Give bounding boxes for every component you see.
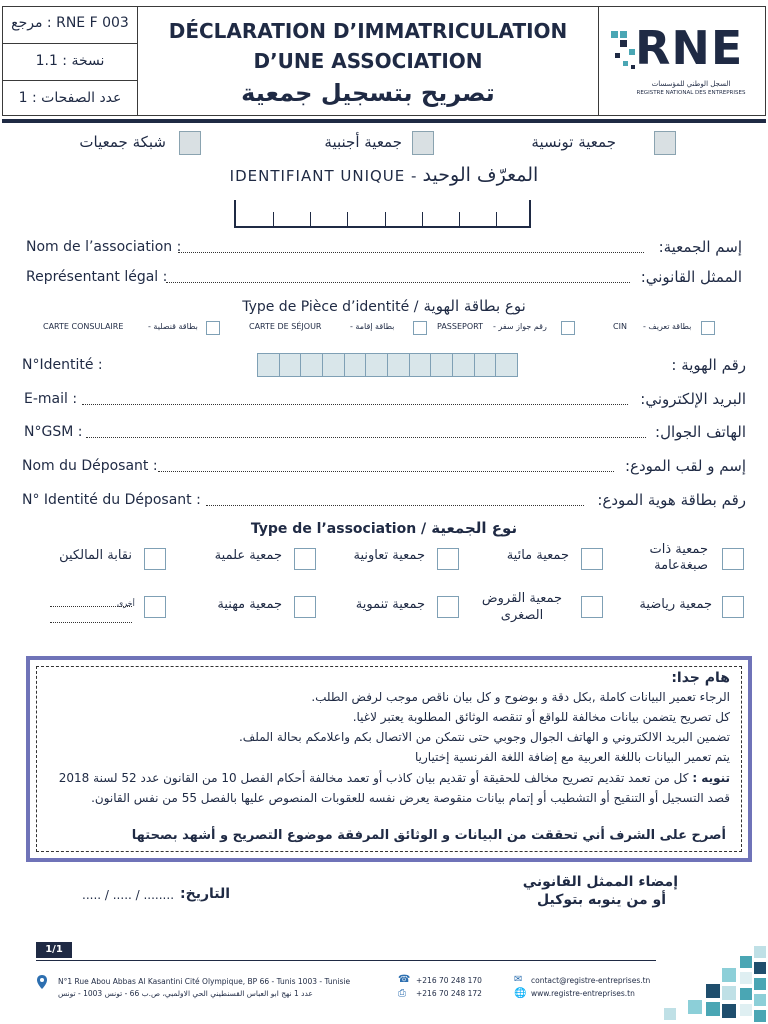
field-legal-rep[interactable] [0, 268, 768, 290]
type-development-checkbox[interactable] [437, 596, 459, 618]
piece-passport-label-ar: رقم جواز سفر - [493, 322, 547, 331]
type-coop-label: جمعية تعاونية [353, 548, 425, 563]
identifiant-box-divider [347, 212, 348, 226]
type-development-label: جمعية تنموية [355, 597, 425, 612]
logo-box [598, 6, 766, 116]
identite-digit-box[interactable] [452, 353, 475, 377]
type-other-input[interactable] [50, 606, 132, 607]
piece-cin-label-fr: CIN [613, 322, 627, 331]
identite-digit-box[interactable] [322, 353, 345, 377]
field-identite[interactable] [0, 352, 768, 378]
type-row-1 [0, 542, 768, 578]
identite-digit-box[interactable] [474, 353, 497, 377]
notice-line-4: يتم تعمير البيانات باللغة العربية مع إضافة اللغة الفرنسية إختياريا [415, 750, 730, 764]
origin-foreign-checkbox[interactable] [412, 131, 434, 155]
type-professional-label: جمعية مهنية [217, 597, 282, 612]
warning-label: تنويه : [692, 771, 730, 785]
type-professional-checkbox[interactable] [294, 596, 316, 618]
type-microcredit-checkbox[interactable] [581, 596, 603, 618]
notice-warning [50, 768, 730, 808]
globe-icon: 🌐 [514, 988, 527, 999]
type-sport-checkbox[interactable] [722, 596, 744, 618]
type-association-title [0, 518, 768, 540]
identifiant-title [0, 164, 768, 190]
signature-line1: إمضاء الممثل القانوني [522, 874, 678, 890]
web-link[interactable]: www.registre-entreprises.tn [531, 989, 635, 998]
type-scientific-checkbox[interactable] [294, 548, 316, 570]
piece-title-ar: نوع بطاقة الهوية [423, 297, 526, 315]
date-label: التاريخ: [180, 886, 231, 902]
email-link[interactable]: contact@registre-entreprises.tn [531, 976, 651, 985]
title-fr-line2: D’UNE ASSOCIATION [253, 49, 483, 73]
title-box [138, 6, 598, 116]
field-gsm[interactable] [0, 423, 768, 445]
title-ar: تصريح بتسجيل جمعية [241, 79, 495, 107]
identifiant-label-fr: IDENTIFIANT UNIQUE - [229, 167, 418, 185]
type-sport-label: جمعية رياضية [639, 597, 712, 612]
field-deposant-id[interactable] [0, 491, 768, 513]
identifiant-box-divider [273, 212, 274, 226]
decorative-mosaic-icon [662, 946, 768, 1024]
piece-consulaire-label-fr: CARTE CONSULAIRE [43, 322, 124, 331]
mail-icon: ✉ [514, 974, 523, 985]
identite-digit-box[interactable] [409, 353, 432, 377]
identite-digit-box[interactable] [344, 353, 367, 377]
warning-text: كل من تعمد تقديم تصريح مخالف للحقيقة أو تقديم بيان كاذب أو تعمد مخالفة أحكام الفصل 10 من القانون عدد 52 لسنة 2018 قصد التسجيل أو التنقيح أو التشطيب أو إتمام بيانات منقوصة يعرض نفسه للعقوبات المنصوص عليها بالفصل 55 من نفس القانون. [58, 771, 730, 805]
deposant-name-label-fr: Nom du Déposant : [22, 458, 158, 474]
origin-network-label: شبكة جمعيات [79, 133, 166, 151]
identifiant-boxes[interactable] [234, 200, 531, 228]
identifiant-box-divider [459, 212, 460, 226]
legal-rep-label-fr: Représentant légal : [26, 269, 168, 285]
type-owners-checkbox[interactable] [144, 548, 166, 570]
identifiant-box-divider [310, 212, 311, 226]
type-general-checkbox[interactable] [722, 548, 744, 570]
type-coop-checkbox[interactable] [437, 548, 459, 570]
notice-line-2: كل تصريح يتضمن بيانات مخالفة للواقع أو تنقصه الوثائق المطلوبة يعتبر لاغيا. [352, 710, 730, 724]
type-owners-label: نقابة المالكين [59, 548, 132, 563]
legal-rep-label-ar: الممثل القانوني: [640, 268, 742, 286]
page-indicator: 1/1 [36, 942, 72, 958]
logo-sub-fr: REGISTRE NATIONAL DES ENTREPRISES [636, 90, 746, 96]
type-scientific-label: جمعية علمية [214, 548, 282, 563]
type-row-2 [0, 590, 768, 628]
type-other-checkbox[interactable] [144, 596, 166, 618]
date-value[interactable]: ..... / ..... / ........ [82, 888, 175, 902]
identite-label-ar: رقم الهوية : [671, 356, 746, 374]
type-other-label: أخرى [117, 599, 135, 608]
notice-line-3: تضمين البريد الالكتروني و الهاتف الجوال وجوبي حتى نتمكن من الاتصال بكم واعلامكم بحالة الملف. [238, 730, 730, 744]
type-title-ar: نوع الجمعية [431, 519, 518, 537]
piece-cin-checkbox[interactable] [701, 321, 715, 335]
piece-consulaire-label-ar: بطاقة قنصلية - [148, 322, 198, 331]
piece-options [0, 318, 768, 338]
gsm-label-fr: N°GSM : [24, 424, 83, 440]
type-title-fr: Type de l’association / [250, 521, 427, 537]
field-association-name[interactable] [0, 238, 768, 260]
piece-passport-checkbox[interactable] [561, 321, 575, 335]
piece-consulaire-checkbox[interactable] [206, 321, 220, 335]
pages-label: عدد الصفحات : 1 [18, 90, 122, 106]
footer [0, 936, 768, 1024]
identite-digit-box[interactable] [495, 353, 518, 377]
identite-digit-box[interactable] [300, 353, 323, 377]
ref-label: RNE F 003 : مرجع [11, 15, 129, 31]
identite-label-fr: N°Identité : [22, 357, 103, 373]
logo-sub-ar: السجل الوطني للمؤسسات [651, 80, 731, 88]
origin-foreign-label: جمعية أجنبية [324, 133, 402, 151]
association-name-label-ar: إسم الجمعية: [658, 238, 742, 256]
identite-digit-box[interactable] [387, 353, 410, 377]
type-microcredit-label: جمعية القروض الصغرى [481, 591, 563, 623]
origin-tunisian-checkbox[interactable] [654, 131, 676, 155]
identite-digit-box[interactable] [279, 353, 302, 377]
piece-cin-label-ar: بطاقة تعريف - [643, 322, 692, 331]
phone-icon: ☎ [398, 974, 411, 985]
identite-digit-box[interactable] [257, 353, 280, 377]
header [0, 6, 768, 124]
email-label-ar: البريد الإلكتروني: [640, 390, 746, 408]
identite-boxes[interactable] [257, 353, 517, 377]
piece-sejour-label-ar: بطاقة إقامة - [350, 322, 395, 331]
notice-title: هام جدا: [671, 670, 730, 686]
type-water-label: جمعية مائية [506, 548, 569, 563]
piece-title-fr: Type de Pièce d’identité / [242, 299, 419, 315]
title-fr-line1: DÉCLARATION D’IMMATRICULATION [168, 19, 568, 43]
identifiant-box-divider [385, 212, 386, 226]
deposant-id-label-fr: N° Identité du Déposant : [22, 492, 201, 508]
notice-line-1: الرجاء تعمير البيانات كاملة ,بكل دقة و بوضوح و كل بيان ناقص موجب لرفض الطلب. [311, 690, 730, 704]
meta-box [2, 6, 138, 116]
identifiant-label-ar: المعرّف الوحيد [422, 164, 539, 186]
notice-oath: أصرح على الشرف أني تحققت من البيانات و الوثائق المرفقة موضوع التصريح و أشهد بصحتها [131, 828, 726, 843]
address-ar: عدد 1 نهج ابو العباس القسنطيني الحي الاولمبي، ص.ب 66 - تونس 1003 - تونس [58, 989, 313, 998]
gsm-label-ar: الهاتف الجوال: [655, 423, 746, 441]
email-label-fr: E-mail : [24, 391, 78, 407]
deposant-name-label-ar: إسم و لقب المودع: [625, 457, 746, 475]
piece-identite-title [0, 296, 768, 318]
origin-row [0, 130, 768, 156]
type-general-label: جمعية ذات صبغةعامة [649, 542, 708, 573]
piece-sejour-checkbox[interactable] [413, 321, 427, 335]
identite-digit-box[interactable] [430, 353, 453, 377]
tel-number: +216 70 248 170 [416, 976, 482, 985]
fax-number: +216 70 248 172 [416, 989, 482, 998]
version-label: نسخة : 1.1 [35, 53, 105, 69]
fax-icon: ⎙ [398, 988, 406, 999]
association-name-label-fr: Nom de l’association : [26, 239, 182, 255]
type-water-checkbox[interactable] [581, 548, 603, 570]
identifiant-box-divider [422, 212, 423, 226]
piece-passport-label-fr: PASSEPORT [437, 322, 483, 331]
identite-digit-box[interactable] [365, 353, 388, 377]
signature-line2: أو من ينوبه بتوكيل [537, 892, 666, 908]
origin-tunisian-label: جمعية تونسية [531, 133, 616, 151]
address-fr: N°1 Rue Abou Abbas Al Kasantini Cité Olympique, BP 66 - Tunis 1003 - Tunisie [58, 977, 351, 986]
origin-network-checkbox[interactable] [179, 131, 201, 155]
deposant-id-label-ar: رقم بطاقة هوية المودع: [597, 491, 746, 509]
logo-text: RNE [635, 21, 744, 75]
field-deposant-name[interactable] [0, 457, 768, 479]
identifiant-box-divider [496, 212, 497, 226]
field-email[interactable] [0, 390, 768, 412]
notice-frame [26, 656, 752, 862]
signature-block [0, 872, 768, 912]
location-icon [37, 975, 47, 989]
piece-sejour-label-fr: CARTE DE SÉJOUR [249, 322, 322, 331]
